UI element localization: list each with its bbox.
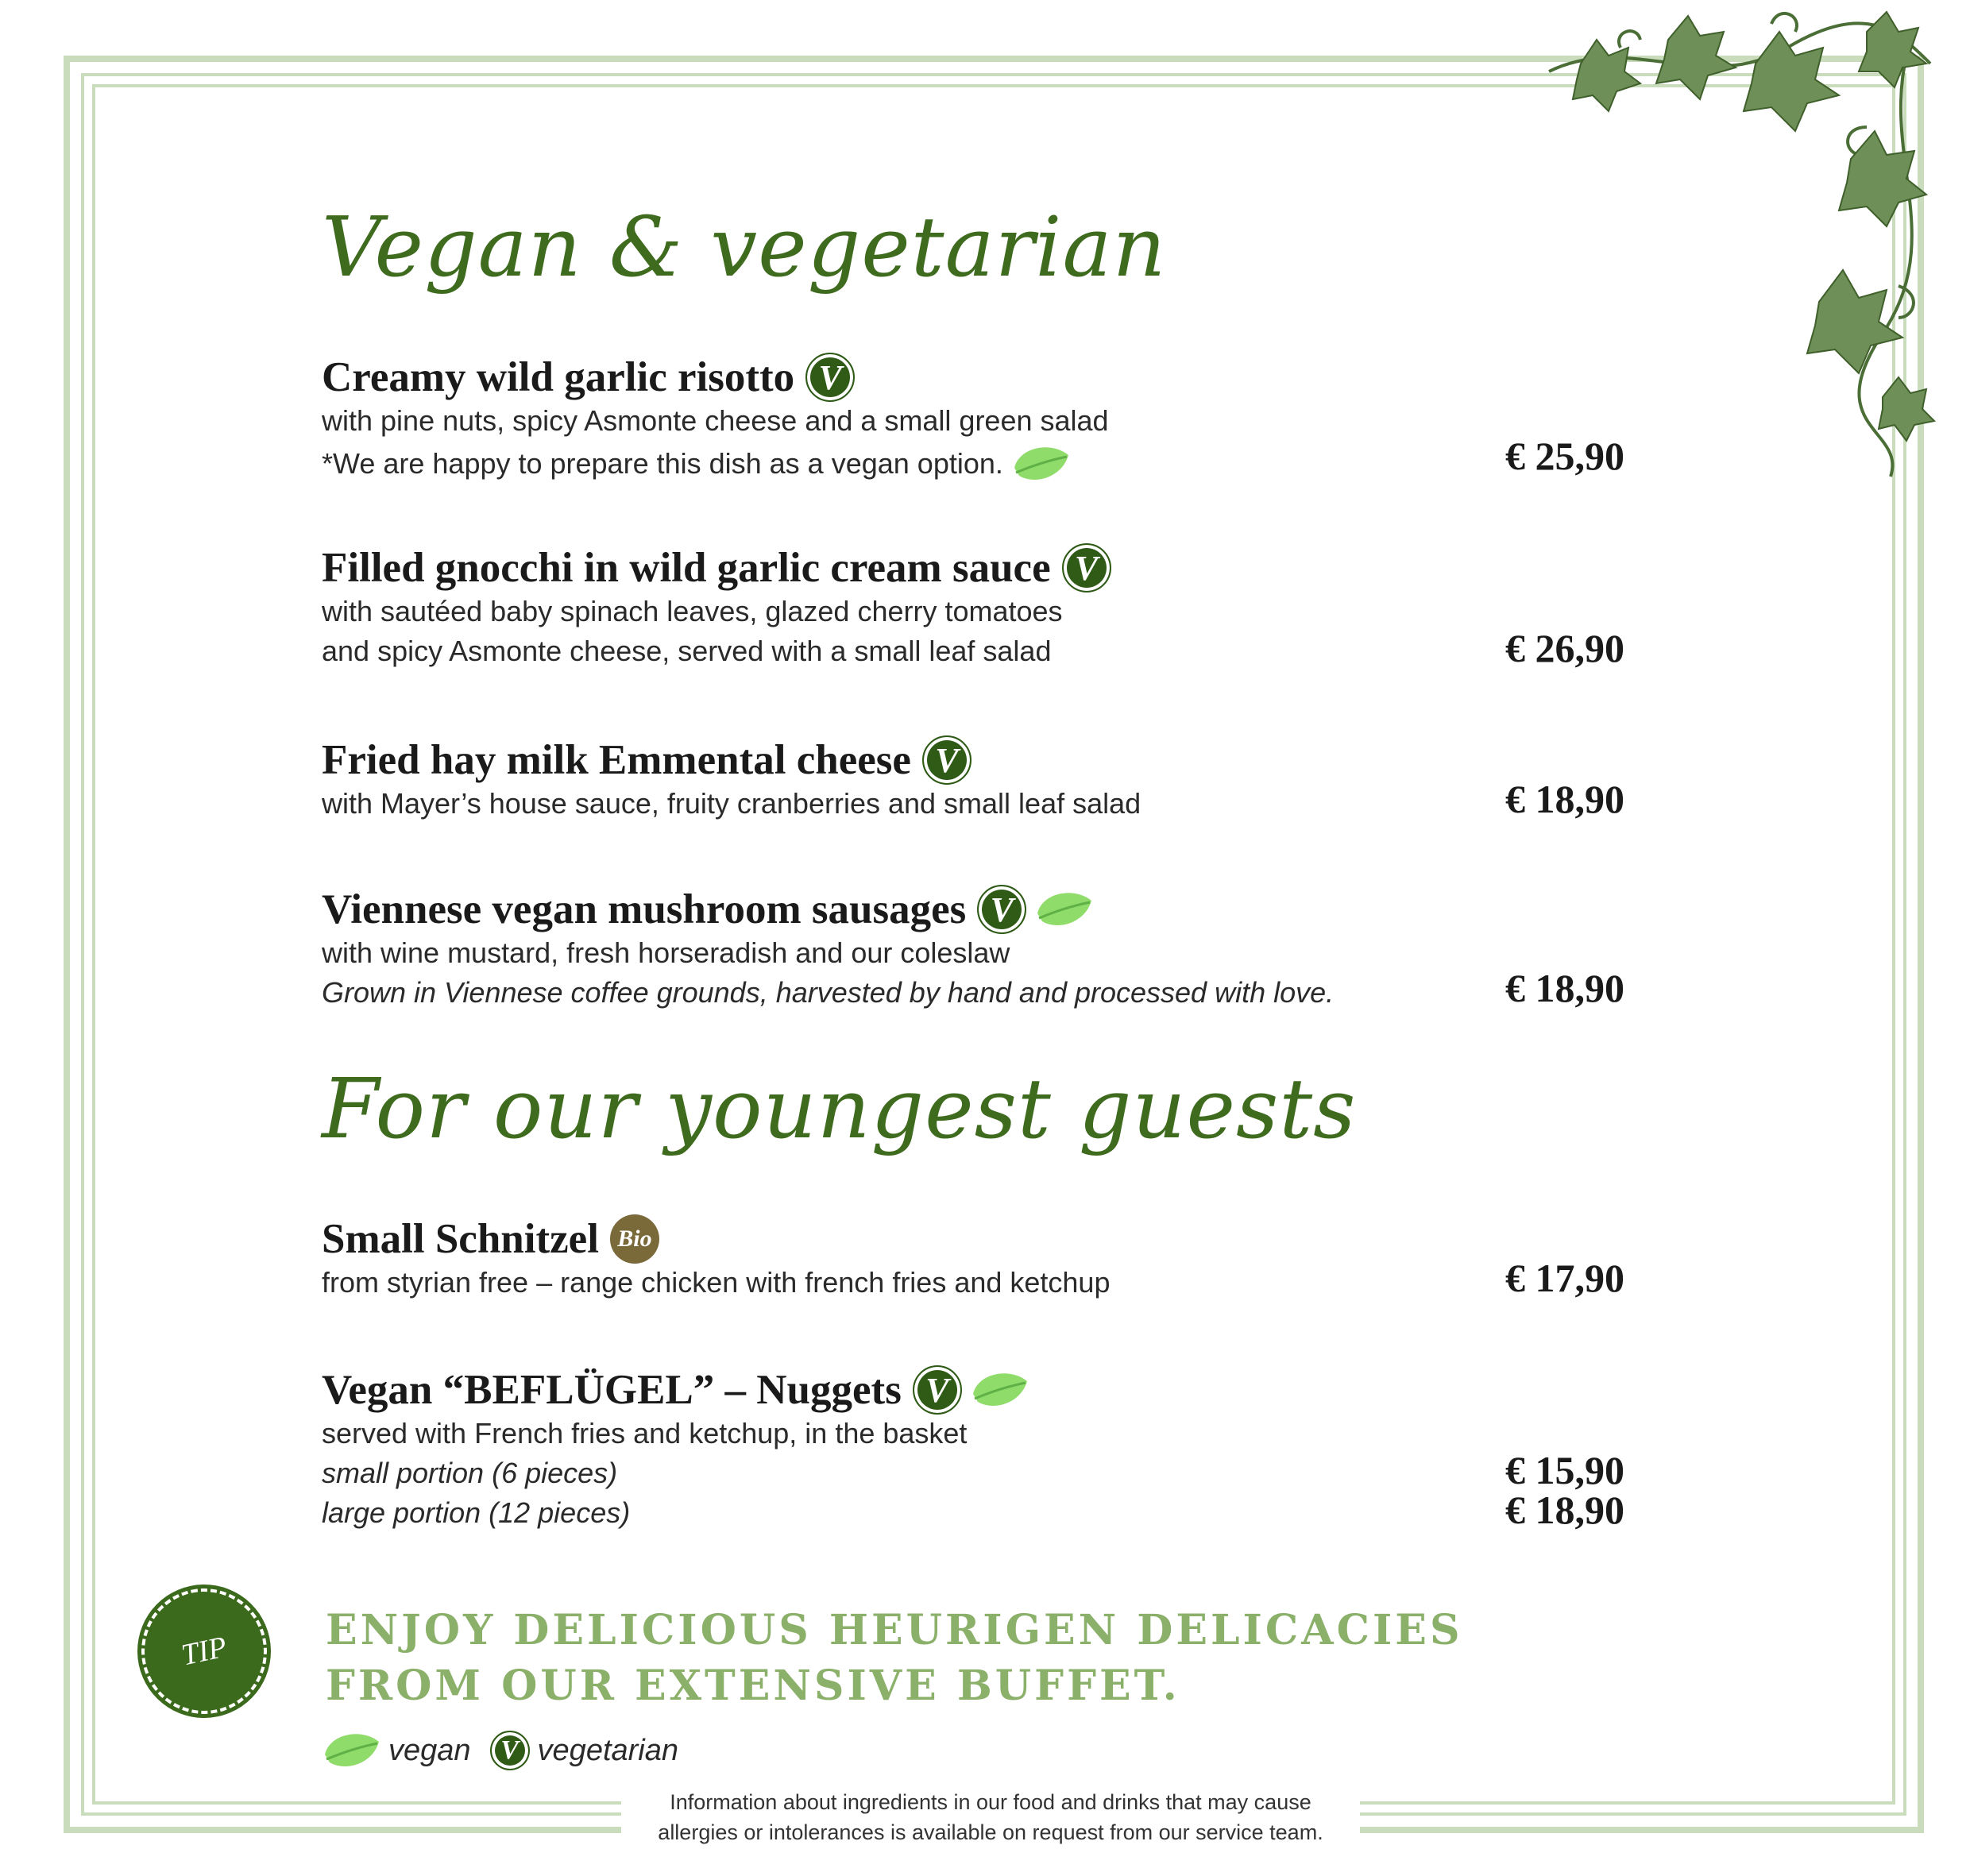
vegetarian-badge-icon: V [913, 1365, 962, 1415]
legend-vegetarian-label: vegetarian [537, 1733, 679, 1767]
item-title: Vegan “BEFLÜGEL” – Nuggets [322, 1367, 902, 1413]
item-title: Viennese vegan mushroom sausages [322, 886, 967, 932]
legend-vegan-label: vegan [388, 1733, 471, 1767]
vegan-leaf-icon [1011, 441, 1072, 487]
menu-item-risotto [322, 353, 1624, 487]
footer-line-2: allergies or intolerances is available on request from our service team. [658, 1820, 1323, 1844]
vegetarian-badge-icon: V [977, 885, 1026, 934]
item-price: € 18,90 [1505, 966, 1624, 1010]
vegan-leaf-icon [1034, 886, 1095, 932]
vegan-leaf-icon [322, 1727, 382, 1774]
item-description: with pine nuts, spicy Asmonte cheese and a small green salad [322, 404, 1109, 437]
small-portion-price: € 15,90 [1505, 1448, 1624, 1492]
item-description: served with French fries and ketchup, in the basket [322, 1417, 968, 1449]
item-title: Fried hay milk Emmental cheese [322, 737, 911, 783]
vegetarian-badge-icon: V [490, 1731, 530, 1770]
section-title-youngest: For our youngest guests [322, 1060, 1357, 1157]
item-title: Small Schnitzel [322, 1216, 599, 1262]
section-title-vegan: Vegan & vegetarian [322, 199, 1167, 295]
tip-line-1: ENJOY DELICIOUS HEURIGEN DELICACIES [326, 1606, 1463, 1654]
menu-item-gnocchi [322, 544, 1624, 671]
item-price: € 17,90 [1505, 1256, 1624, 1300]
allergy-footer [621, 1787, 1360, 1847]
item-price: € 26,90 [1505, 626, 1624, 670]
menu-item-emmental [322, 736, 1624, 824]
vegetarian-badge-icon: V [1062, 543, 1111, 593]
item-note: *We are happy to prepare this dish as a vegan option. [322, 447, 1003, 480]
large-portion-label: large portion (12 pieces) [322, 1496, 631, 1529]
tip-text [326, 1603, 1463, 1714]
item-note: Grown in Viennese coffee grounds, harvested by hand and processed with love. [322, 976, 1335, 1009]
vegetarian-badge-icon: V [805, 353, 855, 402]
item-price: € 25,90 [1505, 434, 1624, 478]
item-description: with Mayer’s house sauce, fruity cranberries and small leaf salad [322, 787, 1141, 820]
tip-badge: TIP [129, 1577, 278, 1725]
item-description: from styrian free – range chicken with french fries and ketchup [322, 1266, 1111, 1299]
bio-badge-icon: Bio [610, 1214, 659, 1264]
footer-line-1: Information about ingredients in our food and drinks that may cause [670, 1790, 1311, 1814]
item-title: Creamy wild garlic risotto [322, 354, 795, 400]
menu-item-vegan-nuggets [322, 1366, 1624, 1533]
vegetarian-badge-icon: V [922, 735, 971, 785]
tip-line-2: FROM OUR EXTENSIVE BUFFET. [326, 1662, 1180, 1710]
legend [322, 1727, 678, 1774]
vegan-leaf-icon [970, 1367, 1030, 1413]
menu-item-small-schnitzel [322, 1215, 1624, 1303]
item-description: with sautéed baby spinach leaves, glazed cherry tomatoes [322, 595, 1063, 627]
large-portion-price: € 18,90 [1505, 1488, 1624, 1532]
item-description: with wine mustard, fresh horseradish and our coleslaw [322, 936, 1010, 969]
item-price: € 18,90 [1505, 777, 1624, 821]
small-portion-label: small portion (6 pieces) [322, 1457, 618, 1489]
item-title: Filled gnocchi in wild garlic cream sauce [322, 545, 1051, 591]
item-description-2: and spicy Asmonte cheese, served with a small leaf salad [322, 635, 1052, 667]
menu-item-mushroom-sausages [322, 886, 1624, 1013]
